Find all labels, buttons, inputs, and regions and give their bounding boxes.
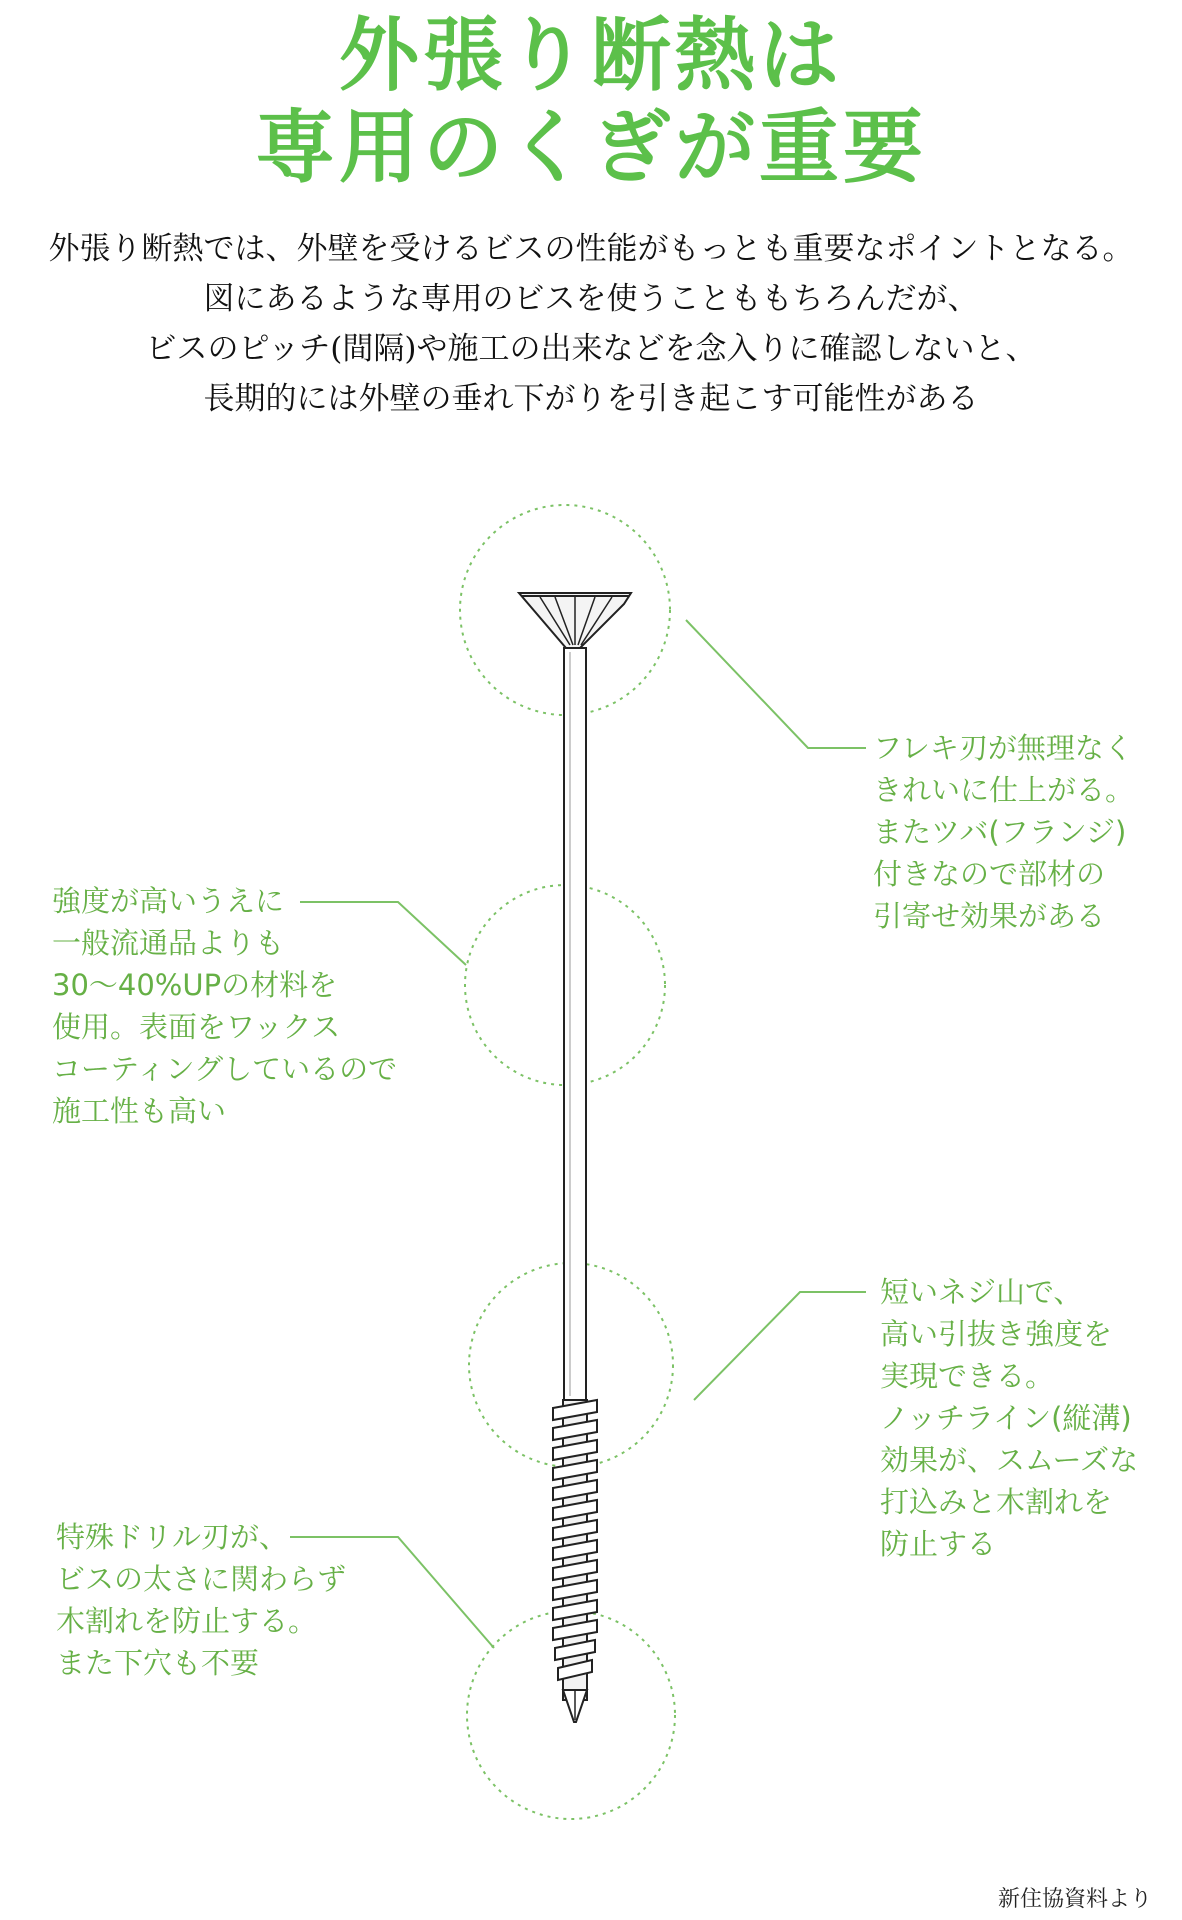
callout-tip-line-1: 特殊ドリル刃が、 — [56, 1520, 289, 1554]
callout-head-line-3: またツバ(フランジ) — [873, 815, 1127, 849]
callout-shank — [52, 880, 397, 1132]
callout-tip-line-2: ビスの太さに関わらず — [56, 1562, 347, 1596]
title-line-1: 外張り断熱は — [339, 9, 843, 102]
callout-tip — [56, 1516, 346, 1684]
intro-line-2: 図にあるような専用のビスを使うことももちろんだが、 — [203, 281, 979, 317]
callout-shank-line-2: 一般流通品よりも — [52, 926, 285, 960]
callout-shank-line-4: 使用。表面をワックス — [52, 1010, 341, 1044]
screw-head — [519, 593, 631, 648]
callout-head-line-2: きれいに仕上がる。 — [873, 773, 1135, 807]
callout-thread-line-1: 短いネジ山で、 — [880, 1275, 1083, 1309]
callout-head-line-5: 引寄せ効果がある — [873, 899, 1106, 933]
callout-shank-line-5: コーティングしているので — [52, 1052, 398, 1086]
callout-thread-line-7: 防止する — [880, 1527, 997, 1561]
callout-thread-line-4: ノッチライン(縦溝) — [880, 1401, 1132, 1435]
callout-shank-line-6: 施工性も高い — [52, 1094, 227, 1128]
intro-line-3: ビスのピッチ(間隔)や施工の出来などを念入りに確認しないと、 — [145, 331, 1037, 367]
screw-shank — [564, 648, 586, 1400]
callout-head-line-1: フレキ刃が無理なく — [873, 731, 1133, 765]
callout-thread-line-2: 高い引抜き強度を — [880, 1317, 1113, 1351]
screw-threads — [553, 1400, 597, 1700]
callout-head-line-4: 付きなので部材の — [873, 857, 1106, 891]
head-leader-line — [686, 620, 866, 748]
callout-thread-line-3: 実現できる。 — [880, 1359, 1055, 1393]
callout-shank-line-1: 強度が高いうえに — [52, 884, 285, 918]
callout-thread-line-5: 効果が、スムーズな — [880, 1443, 1139, 1477]
callout-shank-line-3: 30〜40%UPの材料を — [52, 968, 338, 1002]
callout-thread — [880, 1271, 1138, 1565]
callout-tip-line-4: また下穴も不要 — [56, 1646, 260, 1680]
thread-leader-line — [694, 1292, 866, 1400]
callout-head — [873, 727, 1134, 937]
source-credit: 新住協資料より — [997, 1887, 1152, 1912]
title-line-2: 専用のくぎが重要 — [255, 101, 927, 194]
intro-line-1: 外張り断熱では、外壁を受けるビスの性能がもっとも重要なポイントとなる。 — [48, 231, 1134, 267]
intro-line-4: 長期的には外壁の垂れ下がりを引き起こす可能性がある — [203, 381, 979, 417]
callout-thread-line-6: 打込みと木割れを — [880, 1485, 1113, 1519]
callout-tip-line-3: 木割れを防止する。 — [56, 1604, 318, 1638]
